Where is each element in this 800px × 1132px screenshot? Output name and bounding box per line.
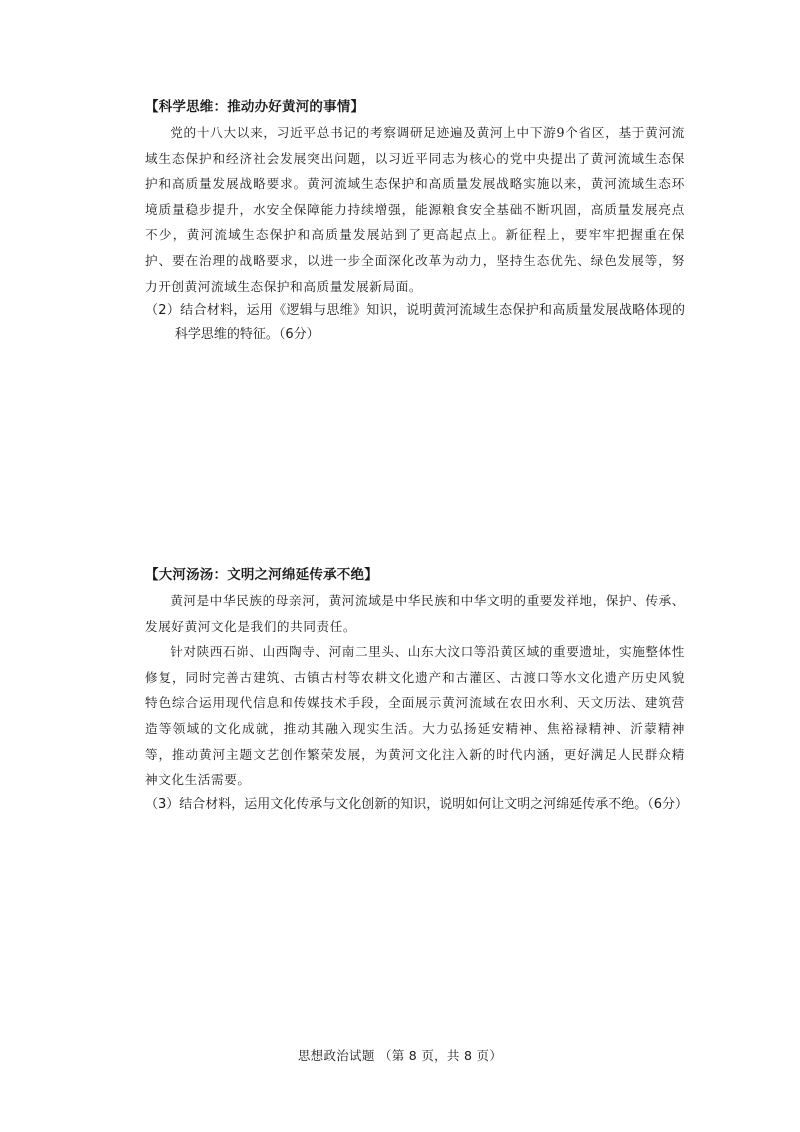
section-yellow-river-civilization	[145, 565, 689, 817]
section-heading: 【大河汤汤：文明之河绵延传承不绝】	[145, 567, 378, 583]
material-paragraph: 党的十八大以来，习近平总书记的考察调研足迹遍及黄河上中下游9个省区，基于黄河流域生态保护和经济社会发展突出问题，以习近平同志为核心的党中央提出了黄河流域生态保护和高质量发展战略要求。黄河流域生态保护和高质量发展战略实施以来，黄河流域生态环境质量稳步提升，水安全保障能力持续增强，能源粮食安全基础不断巩固，高质量发展亮点不少，黄河流域生态保护和高质量发展站到了更高起点上。新征程上，要牢牢把握重在保护、要在治理的战略要求，以进一步全面深化改革为动力，坚持生态优先、绿色发展等，努力开创黄河流域生态保护和高质量发展新局面。	[145, 125, 685, 294]
question-3: （3）结合材料，运用文化传承与文化创新的知识，说明如何让文明之河绵延传承不绝。（6分）	[145, 796, 689, 812]
question-2: （2）结合材料，运用《逻辑与思维》知识，说明黄河流域生态保护和高质量发展战略体现的科学思维的特征。（6分）	[145, 303, 685, 343]
page-footer: 思想政治试题 （第 8 页，共 8 页）	[297, 1048, 503, 1063]
material-paragraph: 针对陕西石峁、山西陶寺、河南二里头、山东大汶口等沿黄区域的重要遗址，实施整体性修复，同时完善古建筑、古镇古村等农耕文化遗产和古灌区、古渡口等水文化遗产历史风貌特色综合运用现代信息和传媒技术手段，全面展示黄河流域在农田水利、天文历法、建筑营造等领域的文化成就，推动其融入现实生活。大力弘扬延安精神、焦裕禄精神、沂蒙精神等，推动黄河主题文艺创作繁荣发展，为黄河文化注入新的时代内涵，更好满足人民群众精神文化生活需要。	[145, 644, 685, 788]
section-heading: 【科学思维：推动办好黄河的事情】	[145, 99, 365, 115]
section-science-thinking	[145, 97, 685, 347]
material-paragraph: 黄河是中华民族的母亲河，黄河流域是中华民族和中华文明的重要发祥地，保护、传承、发展好黄河文化是我们的共同责任。	[145, 593, 685, 634]
